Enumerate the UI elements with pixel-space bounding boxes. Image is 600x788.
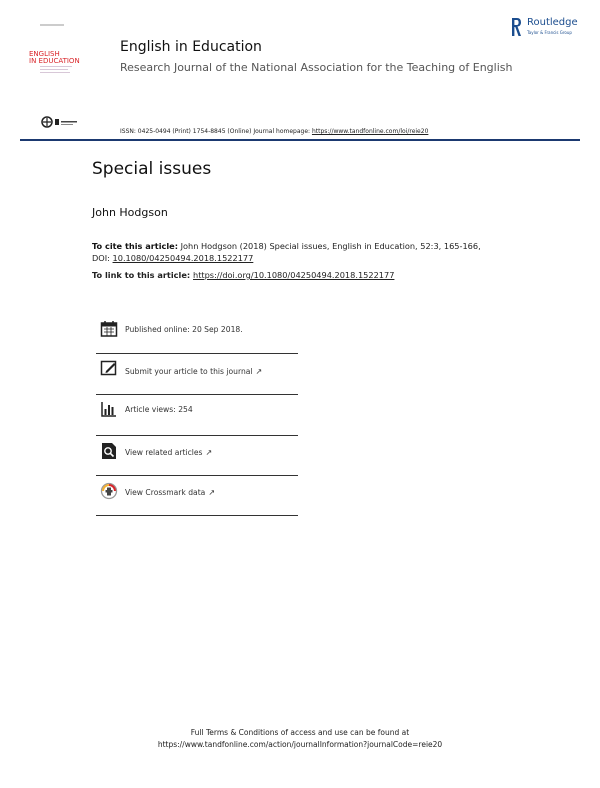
journal-logo: [29, 51, 80, 65]
external-link-icon: ↗: [208, 488, 216, 497]
journal-logo-line1: ENGLISH: [29, 50, 60, 58]
issn-line: [120, 128, 428, 135]
search-doc-icon: [100, 442, 118, 460]
published-online-text: Published online: 20 Sep 2018.: [125, 325, 243, 334]
citation-block: [92, 240, 522, 264]
actions-divider: [96, 475, 298, 476]
header-marker: [40, 24, 64, 26]
actions-divider: [96, 515, 298, 516]
doi-prefix: DOI:: [92, 253, 113, 263]
article-link-line: [92, 270, 394, 280]
header-divider: [20, 139, 580, 141]
crossmark-icon: [100, 482, 118, 500]
footer-terms-link[interactable]: https://www.tandfonline.com/action/journalInformation?journalCode=reie20: [157, 740, 443, 749]
journal-subtitle: Research Journal of the National Association for the Teaching of English: [120, 61, 513, 74]
journal-homepage-link[interactable]: https://www.tandfonline.com/loi/reie20: [311, 128, 429, 135]
submit-article-link[interactable]: [125, 367, 262, 376]
article-url-link[interactable]: https://doi.org/10.1080/04250494.2018.1522177: [193, 270, 395, 280]
calendar-icon: [100, 320, 118, 338]
journal-logo-stripes: [40, 66, 72, 75]
article-author: John Hodgson: [92, 206, 168, 219]
issn-text: ISSN: 0425-0494 (Print) 1754-8845 (Online) Journal homepage:: [120, 128, 312, 135]
article-views-text: Article views: 254: [125, 405, 193, 414]
related-articles-link[interactable]: [125, 448, 212, 457]
link-label: To link to this article:: [92, 270, 193, 280]
actions-divider: [96, 353, 298, 354]
related-articles-label: View related articles: [125, 448, 203, 457]
actions-divider: [96, 394, 298, 395]
crossmark-label: View Crossmark data: [125, 488, 206, 497]
cite-text: John Hodgson (2018) Special issues, English in Education, 52:3, 165-166,: [178, 241, 481, 251]
external-link-icon: ↗: [255, 367, 263, 376]
cite-label: To cite this article:: [92, 241, 178, 251]
crossmark-link[interactable]: [125, 488, 215, 497]
bar-chart-icon: [100, 400, 118, 418]
journal-logo-line2: IN EDUCATION: [29, 57, 80, 65]
publisher-name: Routledge: [527, 17, 578, 28]
publisher-tagline: Taylor & Francis Group: [527, 30, 572, 35]
footer: [0, 727, 600, 751]
actions-divider: [96, 435, 298, 436]
routledge-r-icon: [511, 17, 522, 37]
external-link-icon: ↗: [205, 448, 213, 457]
taylor-francis-logo-icon: [40, 115, 80, 129]
doi-link[interactable]: 10.1080/04250494.2018.1522177: [112, 253, 254, 263]
submit-article-label: Submit your article to this journal: [125, 367, 253, 376]
article-title: Special issues: [92, 159, 212, 179]
edit-icon: [100, 359, 118, 377]
journal-title: English in Education: [120, 39, 262, 55]
footer-terms-text: Full Terms & Conditions of access and use can be found at: [190, 728, 410, 737]
